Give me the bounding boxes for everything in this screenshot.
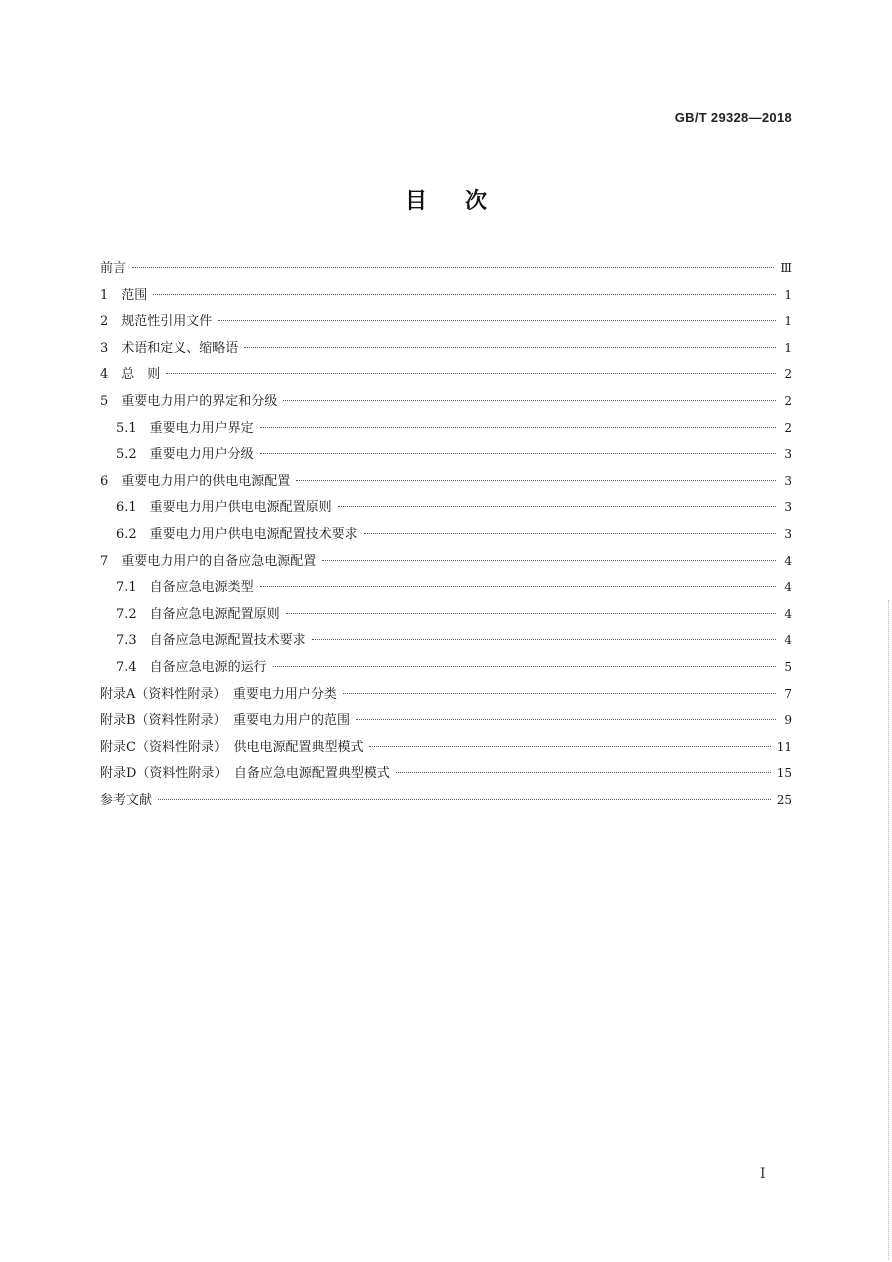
toc-dot-leader — [132, 267, 774, 268]
toc-entry-page: 2 — [784, 367, 792, 382]
toc-entry-page: Ⅲ — [780, 261, 792, 275]
table-of-contents — [100, 258, 792, 816]
toc-entry-1[interactable] — [100, 285, 792, 312]
toc-entry-label: 5 重要电力用户的界定和分级 — [100, 393, 278, 409]
page-title: 目次 — [404, 189, 525, 214]
toc-entry-label: 7 重要电力用户的自备应急电源配置 — [100, 553, 317, 569]
toc-dot-leader — [338, 506, 776, 507]
toc-entry-label: 5.2 重要电力用户分级 — [116, 447, 254, 463]
toc-entry-appendix-b[interactable] — [100, 710, 792, 737]
toc-entry-label: 3 术语和定义、缩略语 — [100, 340, 239, 356]
toc-dot-leader — [364, 533, 776, 534]
toc-entry-label: 7.2 自备应急电源配置原则 — [116, 606, 280, 622]
toc-dot-leader — [244, 347, 776, 348]
toc-entry-page: 2 — [784, 393, 792, 408]
toc-entry-page: 1 — [784, 340, 792, 355]
toc-dot-leader — [356, 719, 776, 720]
toc-entry-page: 15 — [776, 766, 792, 781]
toc-entry-7-2[interactable] — [100, 604, 792, 631]
toc-entry-page: 3 — [784, 473, 792, 488]
toc-entry-page: 4 — [784, 606, 792, 621]
toc-entry-page: 3 — [784, 500, 792, 515]
toc-entry-label: 5.1 重要电力用户界定 — [116, 420, 254, 436]
toc-entry-appendix-c[interactable] — [100, 737, 792, 764]
toc-entry-page: 2 — [784, 420, 792, 435]
toc-dot-leader — [260, 453, 776, 454]
toc-entry-page: 3 — [784, 447, 792, 462]
toc-entry-label: 6.2 重要电力用户供电电源配置技术要求 — [116, 526, 358, 542]
toc-entry-page: 9 — [784, 713, 792, 728]
toc-entry-page: 25 — [776, 792, 792, 807]
toc-entry-label: 附录A（资料性附录） 重要电力用户分类 — [100, 686, 337, 702]
toc-entry-7-4[interactable] — [100, 657, 792, 684]
toc-entry-page: 11 — [776, 739, 792, 754]
toc-entry-3[interactable] — [100, 338, 792, 365]
toc-dot-leader — [260, 586, 776, 587]
toc-dot-leader — [273, 666, 776, 667]
toc-entry-page: 4 — [784, 580, 792, 595]
toc-entry-label: 参考文献 — [100, 792, 153, 808]
toc-entry-label: 1 范围 — [100, 287, 148, 303]
toc-dot-leader — [283, 400, 776, 401]
toc-dot-leader — [296, 480, 776, 481]
toc-dot-leader — [286, 613, 776, 614]
toc-dot-leader — [312, 639, 776, 640]
toc-entry-page: 1 — [784, 287, 792, 302]
toc-entry-label: 7.4 自备应急电源的运行 — [116, 659, 267, 675]
toc-entry-label: 7.3 自备应急电源配置技术要求 — [116, 633, 306, 649]
toc-entry-label: 附录C（资料性附录） 供电电源配置典型模式 — [100, 739, 364, 755]
toc-entry-label: 2 规范性引用文件 — [100, 314, 213, 330]
toc-entry-5-2[interactable] — [100, 444, 792, 471]
toc-entry-page: 5 — [784, 659, 792, 674]
standard-code: GB/T 29328—2018 — [674, 110, 792, 125]
toc-entry-page: 7 — [784, 686, 792, 701]
toc-dot-leader — [369, 746, 770, 747]
toc-entry-5[interactable] — [100, 391, 792, 418]
toc-entry-page: 1 — [784, 314, 792, 329]
toc-entry-label: 前言 — [100, 261, 127, 276]
toc-entry-5-1[interactable] — [100, 418, 792, 445]
toc-entry-6[interactable] — [100, 471, 792, 498]
toc-entry-foreword[interactable] — [100, 258, 792, 285]
toc-entry-references[interactable] — [100, 790, 792, 817]
toc-dot-leader — [343, 693, 776, 694]
toc-entry-7-1[interactable] — [100, 577, 792, 604]
toc-dot-leader — [158, 799, 771, 800]
toc-entry-2[interactable] — [100, 311, 792, 338]
toc-entry-6-2[interactable] — [100, 524, 792, 551]
toc-entry-page: 4 — [784, 553, 792, 568]
page-number: I — [760, 1166, 766, 1182]
toc-entry-label: 附录D（资料性附录） 自备应急电源配置典型模式 — [100, 766, 390, 782]
toc-entry-7-3[interactable] — [100, 630, 792, 657]
toc-dot-leader — [218, 320, 776, 321]
toc-entry-label: 7.1 自备应急电源类型 — [116, 580, 254, 596]
scan-edge-marks — [886, 600, 889, 1260]
toc-dot-leader — [260, 427, 776, 428]
toc-entry-page: 4 — [784, 633, 792, 648]
toc-entry-appendix-a[interactable] — [100, 684, 792, 711]
toc-dot-leader — [166, 373, 776, 374]
toc-entry-6-1[interactable] — [100, 497, 792, 524]
toc-dot-leader — [396, 772, 771, 773]
toc-dot-leader — [153, 294, 776, 295]
toc-entry-page: 3 — [784, 526, 792, 541]
toc-entry-label: 6 重要电力用户的供电电源配置 — [100, 473, 291, 489]
toc-entry-appendix-d[interactable] — [100, 763, 792, 790]
toc-dot-leader — [322, 560, 776, 561]
toc-entry-label: 6.1 重要电力用户供电电源配置原则 — [116, 500, 332, 516]
toc-entry-label: 4 总 则 — [100, 367, 161, 383]
toc-entry-7[interactable] — [100, 551, 792, 578]
toc-entry-label: 附录B（资料性附录） 重要电力用户的范围 — [100, 713, 351, 729]
toc-entry-4[interactable] — [100, 364, 792, 391]
